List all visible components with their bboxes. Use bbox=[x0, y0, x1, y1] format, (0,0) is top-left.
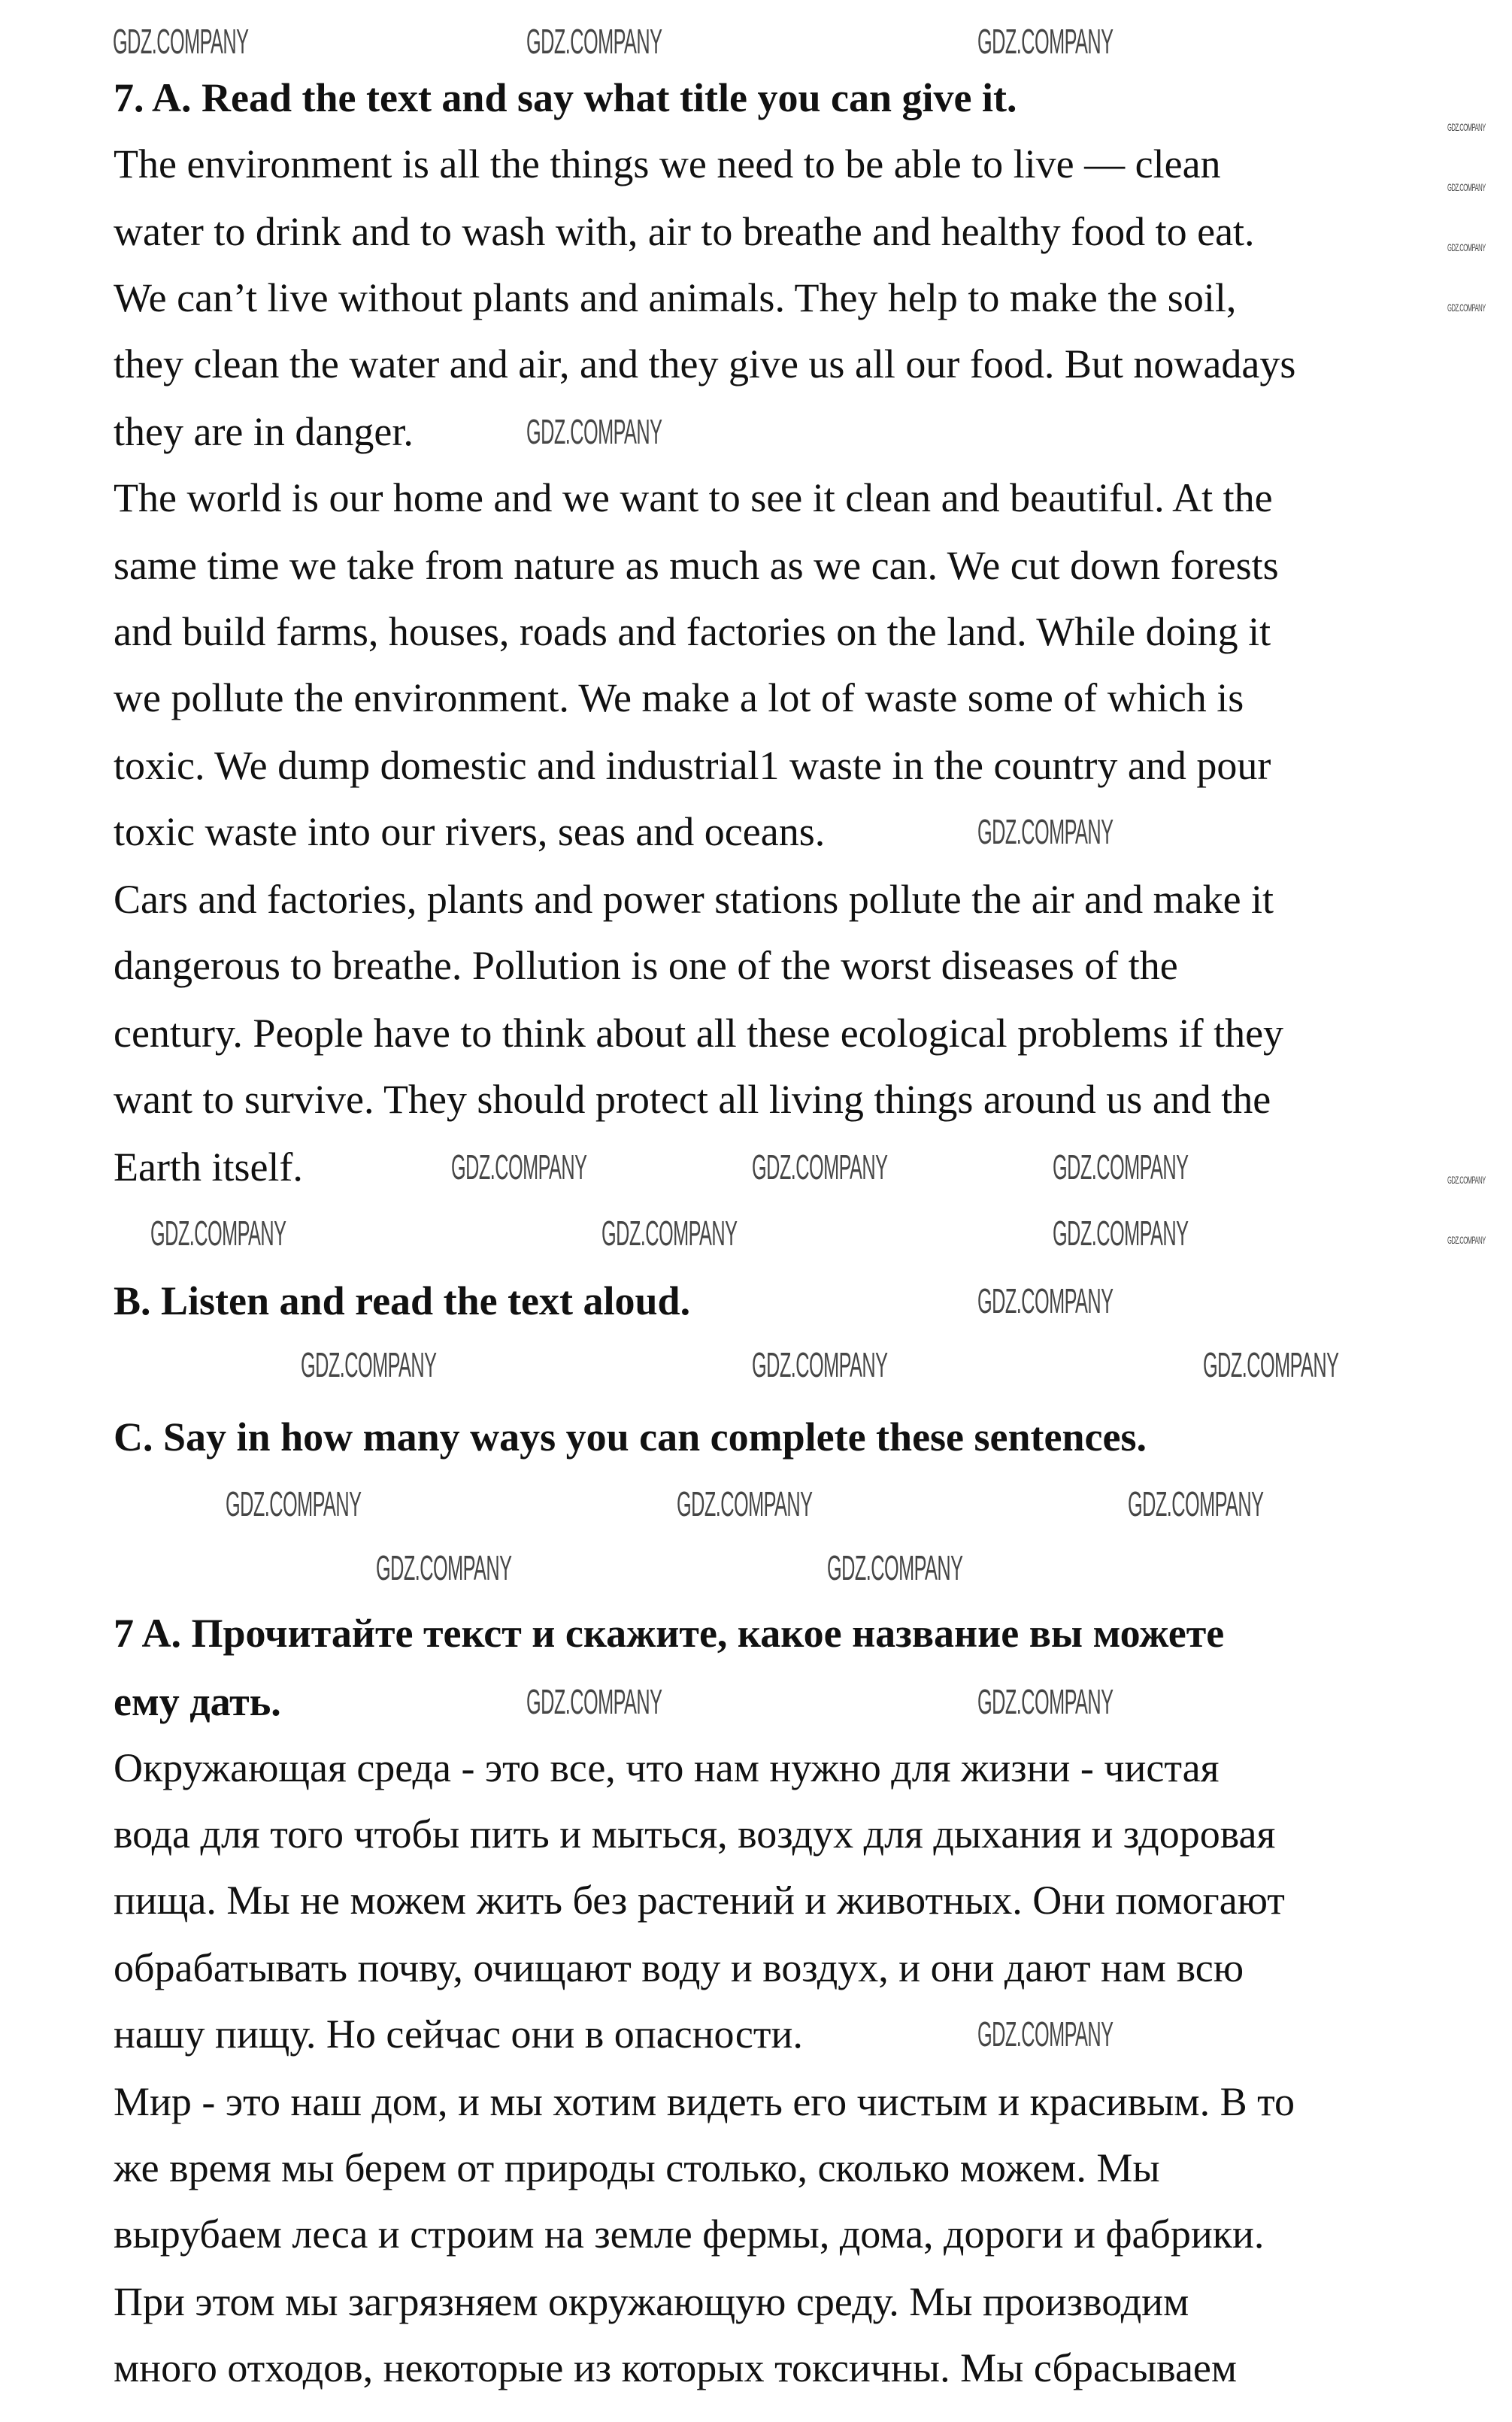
text-line: We can’t live without plants and animals. They help to make the soil, bbox=[114, 275, 1237, 320]
watermark: GDZ.COMPANY bbox=[977, 1281, 1114, 1320]
watermark: GDZ.COMPANY bbox=[977, 1682, 1114, 1721]
watermark: GDZ.COMPANY bbox=[526, 22, 662, 61]
translation-line: много отходов, некоторые из которых токсичны. Мы сбрасываем bbox=[114, 2345, 1238, 2390]
translation-line: вырубаем леса и строим на земле фермы, дома, дороги и фабрики. bbox=[114, 2211, 1265, 2257]
watermark: GDZ.COMPANY bbox=[526, 412, 662, 451]
text-line: they are in danger. bbox=[114, 409, 414, 454]
text-line: Cars and factories, plants and power stations pollute the air and make it bbox=[114, 877, 1274, 922]
text-line: they clean the water and air, and they give us all our food. But nowadays bbox=[114, 341, 1296, 386]
translation-line: нашу пищу. Но сейчас они в опасности. bbox=[114, 2011, 803, 2057]
watermark: GDZ.COMPANY bbox=[1203, 1345, 1339, 1384]
text-line: The world is our home and we want to see it clean and beautiful. At the bbox=[114, 475, 1273, 520]
translation-line: Окружающая среда - это все, что нам нужно для жизни - чистая bbox=[114, 1745, 1220, 1790]
watermark: GDZ.COMPANY bbox=[1447, 121, 1486, 133]
exercise-heading-a: 7. A. Read the text and say what title you can give it. bbox=[114, 75, 1017, 120]
watermark: GDZ.COMPANY bbox=[1447, 241, 1486, 253]
translation-heading: ему дать. bbox=[114, 1679, 281, 1724]
watermark: GDZ.COMPANY bbox=[977, 812, 1114, 851]
watermark: GDZ.COMPANY bbox=[150, 1214, 286, 1253]
translation-line: Мир - это наш дом, и мы хотим видеть его чистым и красивым. В то bbox=[114, 2079, 1295, 2124]
translation-line: же время мы берем от природы столько, сколько можем. Мы bbox=[114, 2145, 1160, 2190]
translation-line: При этом мы загрязняем окружающую среду. Мы производим bbox=[114, 2279, 1189, 2324]
watermark: GDZ.COMPANY bbox=[301, 1345, 437, 1384]
watermark: GDZ.COMPANY bbox=[451, 1147, 587, 1187]
watermark: GDZ.COMPANY bbox=[677, 1484, 813, 1523]
translation-line: обрабатывать почву, очищают воду и воздух, и они дают нам всю bbox=[114, 1945, 1244, 1990]
text-line: water to drink and to wash with, air to breathe and healthy food to eat. bbox=[114, 209, 1255, 254]
watermark: GDZ.COMPANY bbox=[977, 22, 1114, 61]
watermark: GDZ.COMPANY bbox=[601, 1214, 738, 1253]
exercise-heading-c: C. Say in how many ways you can complete these sentences. bbox=[114, 1414, 1147, 1460]
watermark: GDZ.COMPANY bbox=[1447, 302, 1486, 314]
text-line: same time we take from nature as much as we can. We cut down forests bbox=[114, 543, 1279, 588]
text-line: and build farms, houses, roads and factories on the land. While doing it bbox=[114, 609, 1271, 654]
watermark: GDZ.COMPANY bbox=[1447, 1234, 1486, 1246]
watermark: GDZ.COMPANY bbox=[113, 22, 249, 61]
watermark: GDZ.COMPANY bbox=[226, 1484, 362, 1523]
watermark: GDZ.COMPANY bbox=[376, 1548, 512, 1587]
watermark: GDZ.COMPANY bbox=[1447, 181, 1486, 193]
watermark: GDZ.COMPANY bbox=[827, 1548, 963, 1587]
exercise-heading-b: B. Listen and read the text aloud. bbox=[114, 1278, 691, 1323]
translation-line: вода для того чтобы пить и мыться, воздух для дыхания и здоровая bbox=[114, 1811, 1276, 1857]
text-line: The environment is all the things we need to be able to live — clean bbox=[114, 141, 1221, 186]
watermark: GDZ.COMPANY bbox=[526, 1682, 662, 1721]
text-line: we pollute the environment. We make a lot of waste some of which is bbox=[114, 675, 1244, 720]
watermark: GDZ.COMPANY bbox=[977, 2014, 1114, 2054]
watermark: GDZ.COMPANY bbox=[1053, 1147, 1189, 1187]
text-line: toxic. We dump domestic and industrial1 waste in the country and pour bbox=[114, 743, 1271, 788]
watermark: GDZ.COMPANY bbox=[752, 1147, 888, 1187]
text-line: toxic waste into our rivers, seas and oceans. bbox=[114, 809, 826, 854]
text-line: century. People have to think about all these ecological problems if they bbox=[114, 1011, 1284, 1056]
text-line: Earth itself. bbox=[114, 1144, 303, 1190]
watermark: GDZ.COMPANY bbox=[1053, 1214, 1189, 1253]
watermark: GDZ.COMPANY bbox=[752, 1345, 888, 1384]
text-line: dangerous to breathe. Pollution is one of the worst diseases of the bbox=[114, 943, 1178, 988]
text-line: want to survive. They should protect all living things around us and the bbox=[114, 1077, 1271, 1122]
watermark: GDZ.COMPANY bbox=[1128, 1484, 1264, 1523]
watermark: GDZ.COMPANY bbox=[1447, 1174, 1486, 1186]
translation-line: пища. Мы не можем жить без растений и животных. Они помогают bbox=[114, 1878, 1285, 1923]
translation-heading: 7 A. Прочитайте текст и скажите, какое название вы можете bbox=[114, 1611, 1225, 1656]
